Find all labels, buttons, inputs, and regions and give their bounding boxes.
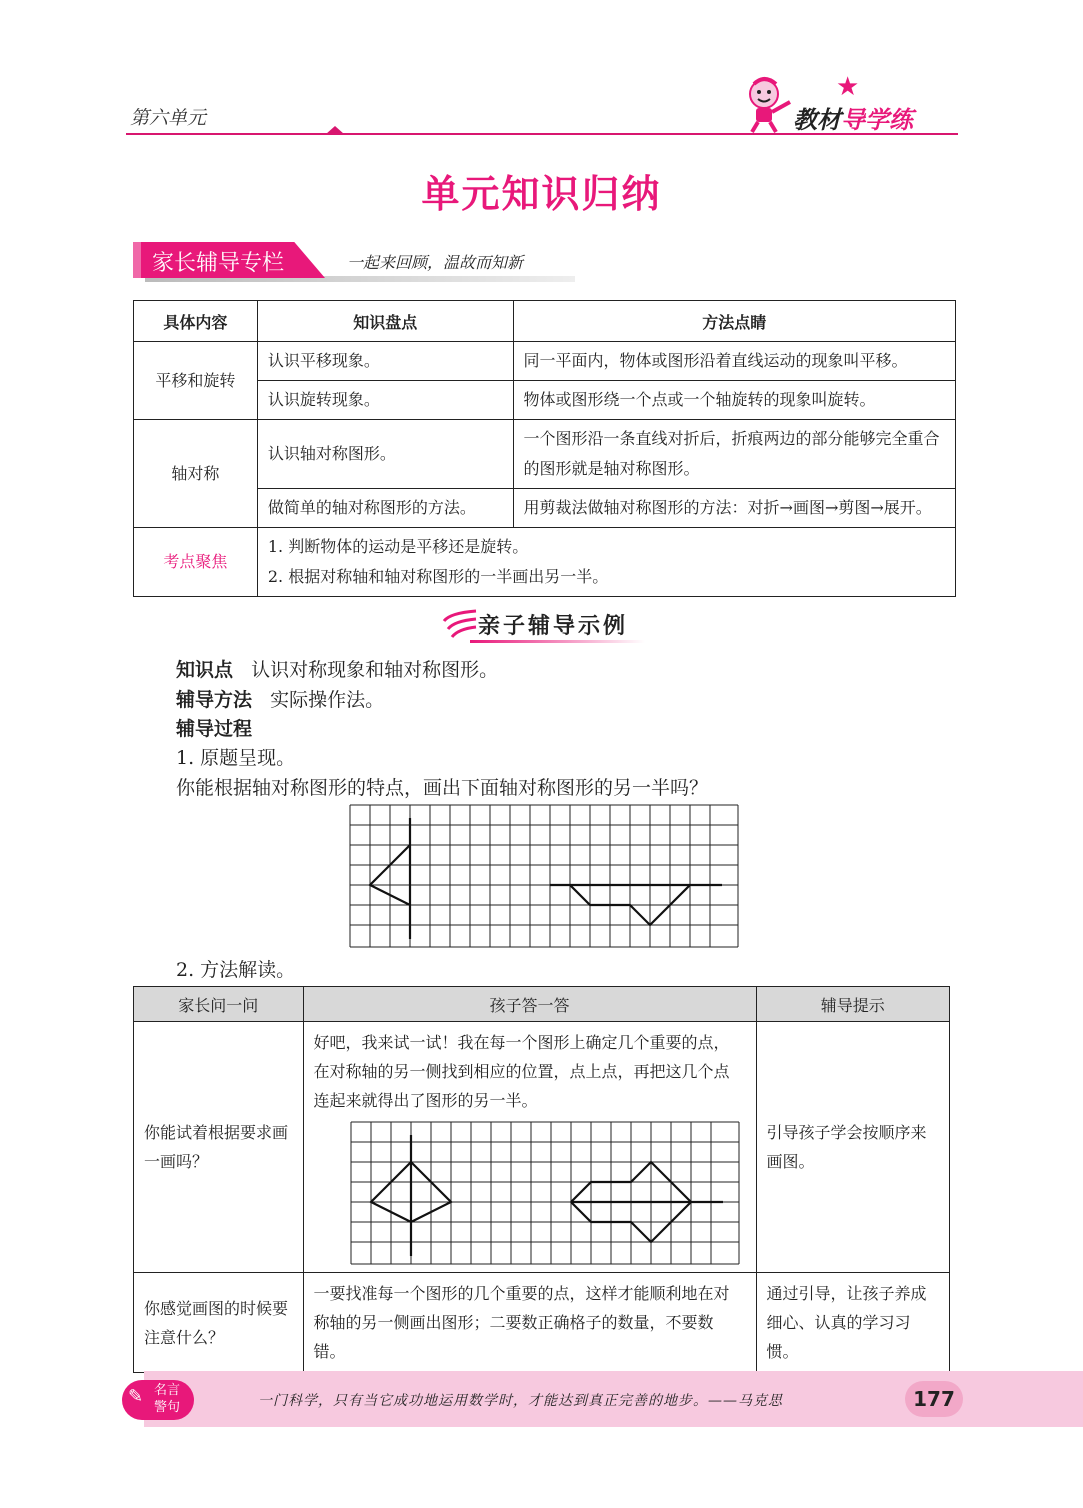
focus-cell bbox=[257, 528, 955, 597]
point-cell: 认识轴对称图形。 bbox=[257, 420, 513, 489]
footer-quote: 一门科学，只有当它成功地运用数学时，才能达到真正完善的地步。——马克思 bbox=[258, 1393, 783, 1409]
problem-grid-figure bbox=[349, 804, 739, 949]
question-text: 你能根据轴对称图形的特点，画出下面轴对称图形的另一半吗？ bbox=[176, 777, 709, 799]
answer-cell bbox=[303, 1022, 756, 1273]
solution-grid-figure bbox=[350, 1121, 742, 1266]
category-cell: 轴对称 bbox=[134, 420, 258, 528]
table-row bbox=[134, 489, 956, 528]
quote-badge-line1: 名言 bbox=[154, 1383, 181, 1398]
table-header: 辅导提示 bbox=[756, 987, 949, 1022]
tip-cell: 引导孩子学会按顺序来画图。 bbox=[756, 1022, 949, 1273]
method-cell: 同一平面内，物体或图形沿着直线运动的现象叫平移。 bbox=[513, 342, 955, 381]
brand-part1: 教材 bbox=[793, 106, 841, 134]
example-underline bbox=[470, 640, 645, 643]
header-divider-marker bbox=[326, 126, 344, 134]
brand-part2: 导学练 bbox=[841, 106, 913, 134]
dialog-table bbox=[133, 986, 950, 1373]
unit-label: 第六单元 bbox=[130, 107, 207, 129]
table-row bbox=[134, 420, 956, 489]
pencil-icon: ✎ bbox=[128, 1386, 144, 1407]
category-cell: 平移和旋转 bbox=[134, 342, 258, 420]
table-row bbox=[134, 342, 956, 381]
star-icon: ★ bbox=[836, 72, 860, 102]
quote-badge-line2: 警句 bbox=[154, 1400, 181, 1415]
quote-badge-label bbox=[154, 1382, 180, 1416]
table-row bbox=[134, 1022, 950, 1273]
answer-text: 好吧，我来试一试！我在每一个图形上确定几个重要的点，在对称轴的另一侧找到相应的位置，点上点，再把这几个点连起来就得出了图形的另一半。 bbox=[313, 1033, 730, 1110]
banner-subtitle: 一起来回顾，温故而知新 bbox=[347, 253, 524, 272]
ask-cell: 你感觉画图的时候要注意什么？ bbox=[134, 1273, 304, 1373]
point-cell: 认识平移现象。 bbox=[257, 342, 513, 381]
page-number: 177 bbox=[905, 1381, 963, 1417]
mascot-icon bbox=[738, 72, 800, 134]
table-header: 知识盘点 bbox=[257, 301, 513, 342]
knowledge-label: 知识点 bbox=[176, 659, 234, 681]
method-cell: 物体或图形绕一个点或一个轴旋转的现象叫旋转。 bbox=[513, 381, 955, 420]
method-text: 实际操作法。 bbox=[270, 689, 385, 711]
ask-cell: 你能试着根据要求画一画吗？ bbox=[134, 1022, 304, 1273]
table-header: 方法点睛 bbox=[513, 301, 955, 342]
point-cell: 做简单的轴对称图形的方法。 bbox=[257, 489, 513, 528]
method-cell: 一个图形沿一条直线对折后，折痕两边的部分能够完全重合的图形就是轴对称图形。 bbox=[513, 420, 955, 489]
method-line bbox=[176, 685, 384, 712]
step1-label: 1. 原题呈现。 bbox=[176, 747, 296, 769]
answer-cell: 一要找准每一个图形的几个重要的点，这样才能顺利地在对称轴的另一侧画出图形；二要数正确格子的数量，不要数错。 bbox=[303, 1273, 756, 1373]
page-title: 单元知识归纳 bbox=[421, 171, 662, 216]
focus-label: 考点聚焦 bbox=[134, 528, 258, 597]
knowledge-table bbox=[133, 300, 956, 597]
process-label: 辅导过程 bbox=[176, 718, 253, 740]
banner-accent bbox=[133, 242, 141, 278]
table-header: 家长问一问 bbox=[134, 987, 304, 1022]
swoosh-icon bbox=[440, 607, 480, 643]
table-header: 孩子答一答 bbox=[303, 987, 756, 1022]
focus-item: 1. 判断物体的运动是平移还是旋转。 bbox=[267, 537, 529, 556]
table-row bbox=[134, 1273, 950, 1373]
method-cell: 用剪裁法做轴对称图形的方法：对折→画图→剪图→展开。 bbox=[513, 489, 955, 528]
table-row bbox=[134, 528, 956, 597]
point-cell: 认识旋转现象。 bbox=[257, 381, 513, 420]
table-header: 具体内容 bbox=[134, 301, 258, 342]
knowledge-line bbox=[176, 655, 498, 682]
step2-label: 2. 方法解读。 bbox=[176, 959, 296, 981]
method-label: 辅导方法 bbox=[176, 689, 253, 711]
focus-item: 2. 根据对称轴和轴对称图形的一半画出另一半。 bbox=[267, 567, 609, 586]
tip-cell: 通过引导，让孩子养成细心、认真的学习习惯。 bbox=[756, 1273, 949, 1373]
banner-label: 家长辅导专栏 bbox=[152, 251, 285, 276]
table-row bbox=[134, 381, 956, 420]
brand-logo bbox=[793, 100, 913, 135]
example-title: 亲子辅导示例 bbox=[478, 614, 629, 639]
knowledge-text: 认识对称现象和轴对称图形。 bbox=[251, 659, 499, 681]
